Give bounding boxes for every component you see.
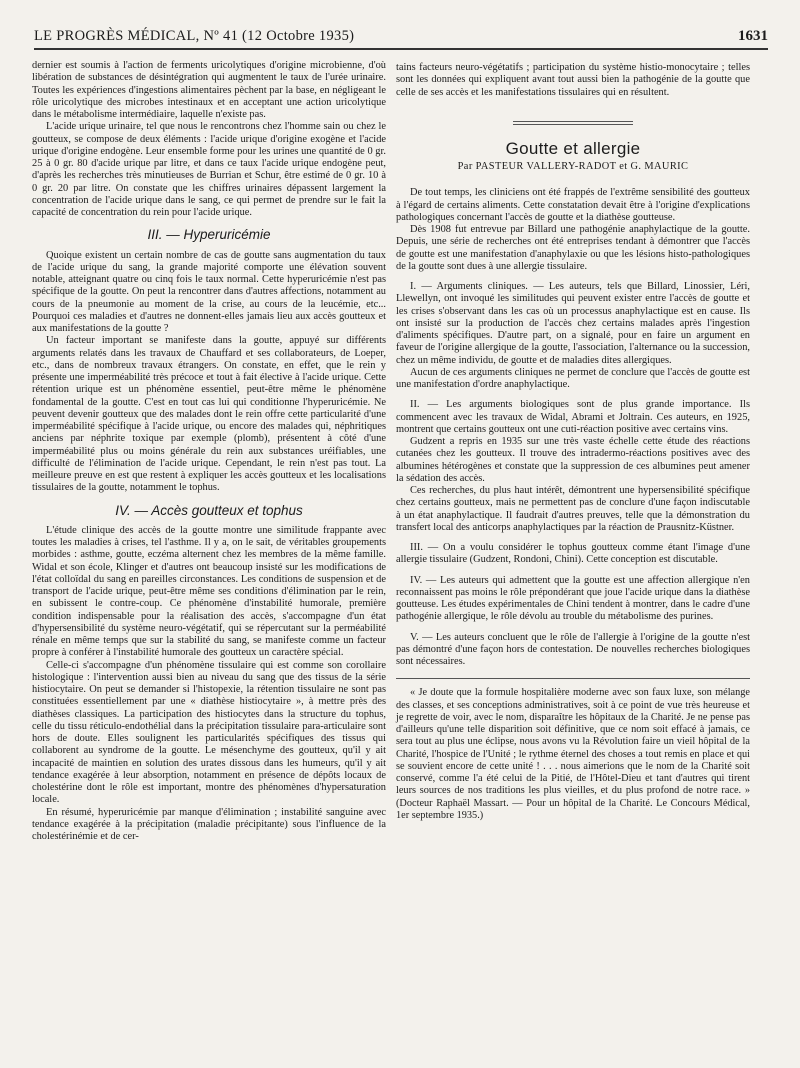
- paragraph: tains facteurs neuro-végétatifs ; participation du système histio-monocytaire ; telles sont les données qui expliquent avant tout aussi bien la pathogénie de la goutte que celle de ses accès et les manifestations tissulaires qui en résultent.: [396, 62, 750, 98]
- paragraph: III. — On a voulu considérer le tophus goutteux comme étant l'image d'une allergie tissulaire (Gudzent, Rondoni, Chini). Cette conception est discutable.: [396, 542, 750, 566]
- paragraph: II. — Les arguments biologiques sont de plus grande importance. Ils commencent avec les travaux de Widal, Abrami et Joltrain. Ces auteurs, en 1925, montrent que certains goutteux ont une cuti-réaction positive avec certains vins.: [396, 399, 750, 435]
- paragraph: Celle-ci s'accompagne d'un phénomène tissulaire qui est comme son corollaire histologique : l'intervention aussi bien au niveau du sang que des tissus de la série histiocytaire. On peut se demander si l'histopexie, la rétention tissulaire ne sont pas constituées essentiellement par une « diathèse histiocytaire », à mettre près des diathèses classiques. La participation des histiocytes dans la structure du tophus, celle du tissu réticulo-endothélial dans la précipitation tissulaire para-articulaire sont hors de doute. Elles soulignent les particularités spécifiques des tissus qui collaborent au syndrome de la goutte. Le mésenchyme des goutteux, qu'il y ait incapacité de maintien en solution des urates dissous dans les humeurs, qu'il y ait tendance exagérée à leur absorption, notamment en présence de dépôts locaux de cholestérine dont le rôle est important, montre des phénomènes d'hypersaturation locale.: [32, 659, 386, 806]
- section-heading: III. — Hyperuricémie: [147, 227, 271, 243]
- paragraph: Un facteur important se manifeste dans la goutte, appuyé sur différents arguments relatés dans les travaux de Chauffard et ses collaborateurs, de Loeper, etc., dans de nombreux travaux étrangers. On constate, en effet, que le rein y présente une imperméabilité très précoce et tout à fait élective à l'acide urique. Cette rétention urique est un phénomène essentiel, peut-être même le phénomène fondamental de la goutte. C'est en tout cas lui qui conditionne l'hyperuricémie. Ne peuvent devenir goutteux que des malades dont le rein offre cette particularité d'une imperméabilité spécifique à l'acide urique, ou encore des malades qui, néphritiques anciens par néphrite toxique par exemple (plomb), présentent à côté d'une imperméabilité plus ou moins générale du rein aux substances uréifiables, une difficulté de l'élimination de l'acide urique. Cependant, le rein n'est pas tout. La meilleure preuve en est que restent à expliquer les accès goutteux et les localisations tissulaires de la goutte, notamment le tophus.: [32, 335, 386, 494]
- paragraph: V. — Les auteurs concluent que le rôle de l'allergie à l'origine de la goutte n'est pas démontré d'une façon hors de contestation. De nouvelles recherches biologiques sont nécessaires.: [396, 631, 750, 667]
- running-header: [34, 28, 768, 50]
- paragraph: Dès 1908 fut entrevue par Billard une pathogénie anaphylactique de la goutte. Depuis, une série de recherches ont été entreprises tendant à démontrer que l'accès de goutte est une manifestation d'anaphylaxie ou que les lésions histo-pathologiques de la goutte sont dues à une allergie tissulaire.: [396, 224, 750, 272]
- article-byline: Par PASTEUR VALLERY-RADOT et G. MAURIC: [457, 161, 689, 172]
- separator-rule: [513, 121, 633, 122]
- paragraph: Aucun de ces arguments cliniques ne permet de conclure que l'accès de goutte est une manifestation d'ordre anaphylactique.: [396, 366, 750, 390]
- paragraph: En résumé, hyperuricémie par manque d'élimination ; instabilité sanguine avec tendance exagérée à la précipitation (maladie précipitante) sous l'influence de la cholestérinémie et de cer-: [32, 806, 386, 842]
- paragraph: L'étude clinique des accès de la goutte montre une similitude frappante avec toutes les maladies à crises, tel l'asthme. Il y a, on le sait, de véritables groupements morbides : asthme, goutte, eczéma alternent chez les membres de la même famille. Widal et son école, Klinger et d'autres ont beaucoup insisté sur les modifications de l'état colloïdal du sang en pareilles circonstances. Les conditions de suspension et de transport de l'acide urique, peut-être même ses conditions d'élimination par le rein, en subissent le contre-coup. Ce phénomène d'instabilité humorale, première condition indispensable pour la réalisation des accès, s'accompagne d'un état d'hypersensibilité du système neuro-végétatif, qui se répercutant sur la perméabilité rénale en même temps que sur la stabilité du sang, se manifeste comme un facteur propre à conférer à l'instabilité humorale des goutteux un caractère spécial.: [32, 524, 386, 659]
- header-rule: [34, 48, 768, 50]
- paragraph: Ces recherches, du plus haut intérêt, démontrent une hypersensibilité spécifique chez certains goutteux, mais ne permettent pas de conclure d'une façon indiscutable à un état anaphylactique. Il faudrait d'autres preuves, telle que la démonstration du transfert local des anticorps anaphylactiques par la réaction de Prausnitz-Küstner.: [396, 485, 750, 533]
- quotation: « Je doute que la formule hospitalière moderne avec son faux luxe, son mélange des classes, et ses conceptions administratives, soit à ce point de vue très heureuse et je regrette de voir, avec le nom, disparaître les hôpitaux de la Charité. Je ne pense pas d'ailleurs qu'une telle disparition soit définitive, que ce nom soit effacé à jamais, ce sera tout au plus une éclipse, nous avons vu la Révolution faire un vieil hôpital de la Charité, l'hospice de l'Unité ; le rythme éternel des choses a tout remis en place et qui se souvient encore de cette unité ! . . . nous aimerions que le nom de la Charité soit conservé, comme l'a été celui de la Pitié, de l'Hôtel-Dieu et tant d'autres qui tirent leurs sources de nos traditions les plus vieilles, et du plus profond de notre race. » (Docteur Raphaël Massart. — Pour un hôpital de la Charité. Le Concours Médical, 1er septembre 1935.): [396, 687, 750, 821]
- paragraph: I. — Arguments cliniques. — Les auteurs, tels que Billard, Linossier, Léri, Llewellyn, ont invoqué les similitudes qui peuvent exister entre l'accès de goutte et les crises s'observant dans les cas où un processus anaphylactique est en cause. Ils ont insisté sur la production de l'accès chez certains malades après l'ingestion d'aliments spécifiques. D'autre part, on a signalé, pour en faire un argument en faveur de l'origine allergique de la goutte, l'association, l'alternance ou la succession, chez un même individu, de goutte et de maladies dites allergiques.: [396, 281, 750, 366]
- left-column: [32, 60, 386, 843]
- paragraph: L'acide urique urinaire, tel que nous le rencontrons chez l'homme sain ou chez le goutteux, se compose de deux éléments : l'acide urique d'origine exogène et l'acide urique d'origine endogène. Leur ensemble forme pour les urines une quantité de 0 gr. 25 à 0 gr. 80 d'acide urique par litre, et dans ce taux l'acide urique endogène peut, d'après les recherches très minutieuses de Burrian et Schur, être estimé de 0 gr. 10 à 0 gr. 20 par litre. On constate que les chiffres urinaires dépassent largement la concentration de l'acide urique dans le sang, ce qui permet de prendre sur le fait la capacité de concentration du rein pour l'acide urique.: [32, 121, 386, 218]
- paragraph: Quoique existent un certain nombre de cas de goutte sans augmentation du taux de l'acide urique du sang, la grande majorité comporte une élévation souvent notable, atteignant quatre ou cinq fois le taux normal. Cette hyperuricémie n'est pas spécifique de la goutte. On peut la rencontrer dans d'autres affections, notamment au cours de la pneumonie au moment de la crise, au cours de la leucémie, etc... Pourquoi ces maladies et d'autres ne donnent-elles jamais lieu aux accès goutteux et aux manifestations de la goutte ?: [32, 249, 386, 334]
- quote-rule: [396, 678, 750, 679]
- page-number: 1631: [738, 28, 768, 44]
- paragraph: Gudzent a repris en 1935 sur une très vaste échelle cette étude des réactions cutanées chez les goutteux. Il trouve des intradermo-réactions positives avec des albumines hétérogènes et constate que la suppression de ces albumines peut amener la sédation des accès.: [396, 436, 750, 484]
- article-title: Goutte et allergie: [505, 138, 641, 158]
- separator-rule: [513, 124, 633, 125]
- paragraph: IV. — Les auteurs qui admettent que la goutte est une affection allergique n'en reconnaissent pas moins le rôle prépondérant que joue l'acide urique dans la diathèse goutteuse. Les études expérimentales de Chini tendent à montrer, dans le cadre d'une pathogénie allergique, le rôle dévolu au trouble du métabolisme des purines.: [396, 574, 750, 623]
- paragraph: dernier est soumis à l'action de ferments uricolytiques d'origine microbienne, d'où libération de substances de désintégration qui augmentent le taux de l'urée urinaire. Toutes les expériences d'ingestions alimentaires pèchent par la base, en négligeant le rôle uricolytique des microbes intestinaux et en acceptant une action uricolytique dans le métabolisme intermédiaire, laquelle n'existe pas.: [32, 60, 386, 120]
- paragraph: De tout temps, les cliniciens ont été frappés de l'extrême sensibilité des goutteux à l'égard de certains aliments. Cette constatation devait être à l'origine d'explications pathologiques concernant l'accès de goutte et la diathèse goutteuse.: [396, 187, 750, 223]
- right-column: [396, 62, 750, 822]
- section-heading: IV. — Accès goutteux et tophus: [115, 502, 303, 518]
- journal-title: LE PROGRÈS MÉDICAL, Nº 41 (12 Octobre 1935): [34, 28, 355, 44]
